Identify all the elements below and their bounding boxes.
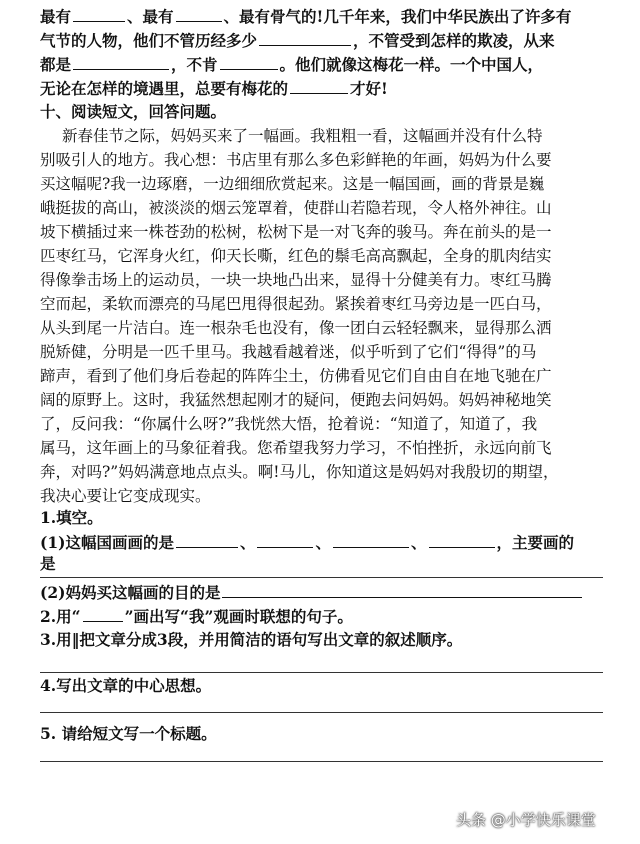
passage-line: 属马，这年画上的马象征着我。您希望我努力学习，不怕挫折，永远向前飞: [40, 439, 552, 457]
blank: [290, 76, 348, 94]
top-line-3: 都是 ，不肯 。他们就像这梅花一样。一个中国人，: [40, 52, 605, 76]
passage-line: 蹄声，看到了他们身后卷起的阵阵尘土，仿佛看见它们自由自在地飞驰在广: [40, 367, 552, 385]
passage-line: 新春佳节之际，妈妈买来了一幅画。我粗粗一看，这幅画并没有什么特: [62, 127, 543, 145]
answer-line[interactable]: [40, 761, 603, 762]
question-1: 1.填空。: [40, 508, 103, 527]
question-2: 2.用“ ”画出写“我”观画时联想的句子。: [40, 604, 605, 628]
answer-blank[interactable]: [333, 530, 409, 548]
question-1-2: (2)妈妈买这幅画的目的是: [40, 580, 605, 604]
answer-line[interactable]: [40, 577, 603, 578]
passage-line: 坡下横插过来一株苍劲的松树，松树下是一对飞奔的骏马。奔在前头的是一: [40, 223, 552, 241]
blank: [176, 4, 222, 22]
passage-line: 得像拳击场上的运动员，一块一块地凸出来，显得十分健美有力。枣红马腾: [40, 271, 552, 289]
blank: [73, 4, 125, 22]
blank: [259, 28, 351, 46]
passage-line: 了，反问我：“你属什么呀?”我恍然大悟，抢着说：“知道了，知道了，我: [40, 415, 538, 433]
passage-line: 脱矫健，分明是一匹千里马。我越看越着迷，似乎听到了它们“得得”的马: [40, 343, 537, 361]
answer-blank[interactable]: [257, 530, 313, 548]
passage-line: 匹枣红马，它浑身火红，仰天长嘶，红色的鬃毛高高飘起，全身的肌肉结实: [40, 247, 552, 265]
section-heading: 十、阅读短文，回答问题。: [40, 102, 227, 121]
passage-line: 别吸引人的地方。我心想：书店里有那么多色彩鲜艳的年画，妈妈为什么要: [40, 151, 552, 169]
passage-line: 峨挺拔的高山，被淡淡的烟云笼罩着，使群山若隐若现，令人格外神往。山: [40, 199, 552, 217]
answer-blank[interactable]: [429, 530, 495, 548]
passage-line: 买这幅呢?我一边琢磨，一边细细欣赏起来。这是一幅国画，画的背景是巍: [40, 175, 545, 193]
blank: [73, 52, 169, 70]
passage-line: 我决心要让它变成现实。: [40, 487, 211, 505]
answer-blank[interactable]: [176, 530, 238, 548]
top-line-1: 最有 、最有 、最有骨气的!几千年来，我们中华民族出了许多有: [40, 4, 605, 28]
question-1-1-cont: 是: [40, 554, 56, 573]
question-1-1: (1)这幅国画画的是 、 、 、 ，主要画的: [40, 530, 605, 554]
top-line-4: 无论在怎样的境遇里，总要有梅花的 才好!: [40, 76, 605, 100]
question-3: 3.用‖把文章分成3段，并用简洁的语句写出文章的叙述顺序。: [40, 630, 463, 649]
underline-sample: [83, 604, 123, 622]
question-5: 5. 请给短文写一个标题。: [40, 724, 217, 743]
blank: [220, 52, 278, 70]
answer-line[interactable]: [40, 672, 603, 673]
answer-line[interactable]: [40, 712, 603, 713]
passage-line: 奔，对吗?”妈妈满意地点点头。啊!马儿，你知道这是妈妈对我殷切的期望，: [40, 463, 559, 481]
top-line-2: 气节的人物，他们不管历经多少 ，不管受到怎样的欺凌，从来: [40, 28, 605, 52]
watermark: 头条 @小学快乐课堂: [456, 811, 596, 829]
answer-blank[interactable]: [222, 580, 582, 598]
passage-line: 阔的原野上。这时，我猛然想起刚才的疑问，便跑去问妈妈。妈妈神秘地笑: [40, 391, 552, 409]
passage-line: 从头到尾一片洁白。连一根杂毛也没有，像一团白云轻轻飘来，显得那么洒: [40, 319, 552, 337]
passage-line: 空而起，柔软而漂亮的马尾巴甩得很起劲。紧挨着枣红马旁边是一匹白马，: [40, 295, 552, 313]
question-4: 4.写出文章的中心思想。: [40, 676, 212, 695]
